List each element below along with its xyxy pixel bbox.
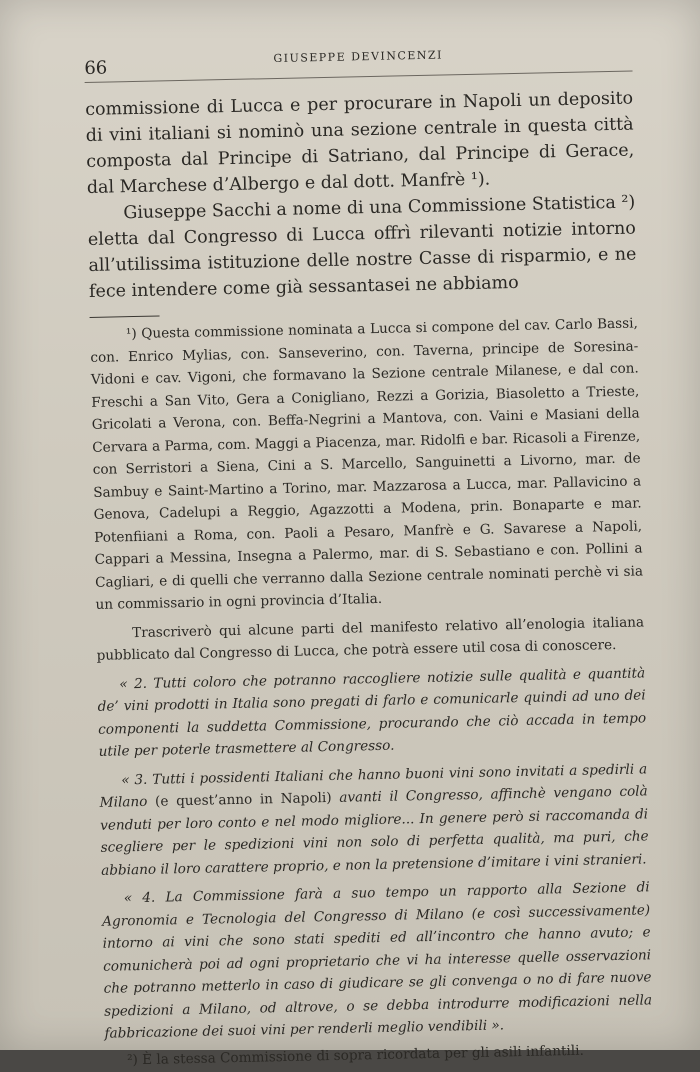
quote-4: « 4. La Commissione farà a suo tempo un rapporto alla Sezione di Agronomia e Tecnologia del Congresso di Milano (e così successivamente) intorno ai vini che sono stati spediti ed all’incontro che hanno avuto; e comunicherà poi ad ogni proprietario che vi ha interesse quelle osservazioni che potranno metterlo in caso di giudicare se gli convenga o no di fare nuove spedizioni a Milano, od altrove, o se debba introdurre modificazioni nella fabbricazione dei suoi vini per renderli meglio vendibili ».: [102, 879, 653, 1042]
footnote-2: ²) È la stessa Commissione di sopra ricordata per gli asili infantili.: [126, 1042, 584, 1068]
page-content: [84, 41, 653, 1072]
running-title: GIUSEPPE DEVINCENZI: [273, 48, 444, 66]
quote-3: [99, 758, 649, 882]
paragraph-2: Giuseppe Sacchi a nome di una Commissione Statistica ²) eletta dal Congresso di Lucca offrì rilevanti notizie intorno all’utilissima istituzione delle nostre Casse di risparmio, e ne fece intendere come già sessantasei ne abbiamo: [87, 192, 637, 302]
paragraph-1: commissione di Lucca e per procurare in Napoli un deposito di vini italiani si nominò una sezione centrale in questa città composta dal Principe di Satriano, dal Principe di Gerace, dal Marchese d’Albergo e dal dott. Manfrè ¹).: [85, 88, 635, 198]
quote-3-b: avanti il Congresso, affinchè vengano colà venduti per loro conto e nel modo migliore... In genere però si raccomanda di scegliere per le spedizioni vini non solo di perfetta qualità, ma puri, che abbiano il loro carattere proprio, e non la pretensione d’imitare i vini stranieri.: [100, 783, 649, 879]
page-number: 66: [84, 57, 108, 79]
page-header: [84, 41, 633, 83]
quote-3-a: « 3. Tutti i possidenti Italiani che hanno buoni vini sono invitati a spedirli a Milano: [99, 760, 648, 811]
body-text: [85, 86, 637, 305]
footnote-rule: [90, 315, 160, 317]
quote-3-paren: (e quest’anno in Napoli): [154, 789, 332, 810]
footnote-1: ¹) Questa commissione nominata a Lucca si compone del cav. Carlo Bassi, con. Enrico Mylias, con. Sanseverino, con. Taverna, principe de Soresina-Vidoni e cav. Vigoni, che formavano la Sezione centrale Milanese, e dal con. Freschi a San Vito, Gera a Conigliano, Rezzi a Gorizia, Biasoletto a Trieste, Gricolati a Verona, con. Beffa-Negrini a Mantova, con. Vaini e Masiani della Cervara a Parma, com. Maggi a Piacenza, mar. Ridolfi e bar. Ricasoli a Firenze, con Serristori a Siena, Cini a S. Marcello, Sanguinetti a Livorno, mar. de Sambuy e Saint-Martino a Torino, mar. Mazzarosa a Lucca, mar. Pallavicino a Genova, Cadelupi a Reggio, Agazzotti a Modena, prin. Bonaparte e mar. Potenfiiani a Roma, con. Paoli a Pesaro, Manfrè e G. Savarese a Napoli, Cappari a Messina, Insegna a Palermo, mar. di S. Sebastiano e con. Pollini a Cagliari, e di quelli che verranno dalla Sezione centrale nominati perchè vi sia un commissario in ogni provincia d’Italia.: [90, 315, 644, 613]
footnote-intro: Trascriverò qui alcune parti del manifesto relativo all’enologia italiana pubblicato dal Congresso di Lucca, che potrà essere util cosa di conoscere.: [96, 613, 645, 664]
quote-2: « 2. Tutti coloro che potranno raccogliere notizie sulle qualità e quantità de’ vini prodotti in Italia sono pregati di farlo e comunicarle quindi ad uno dei componenti la suddetta Commissione, procurando che ciò accada in tempo utile per poterle trasmettere al Congresso.: [97, 664, 647, 760]
